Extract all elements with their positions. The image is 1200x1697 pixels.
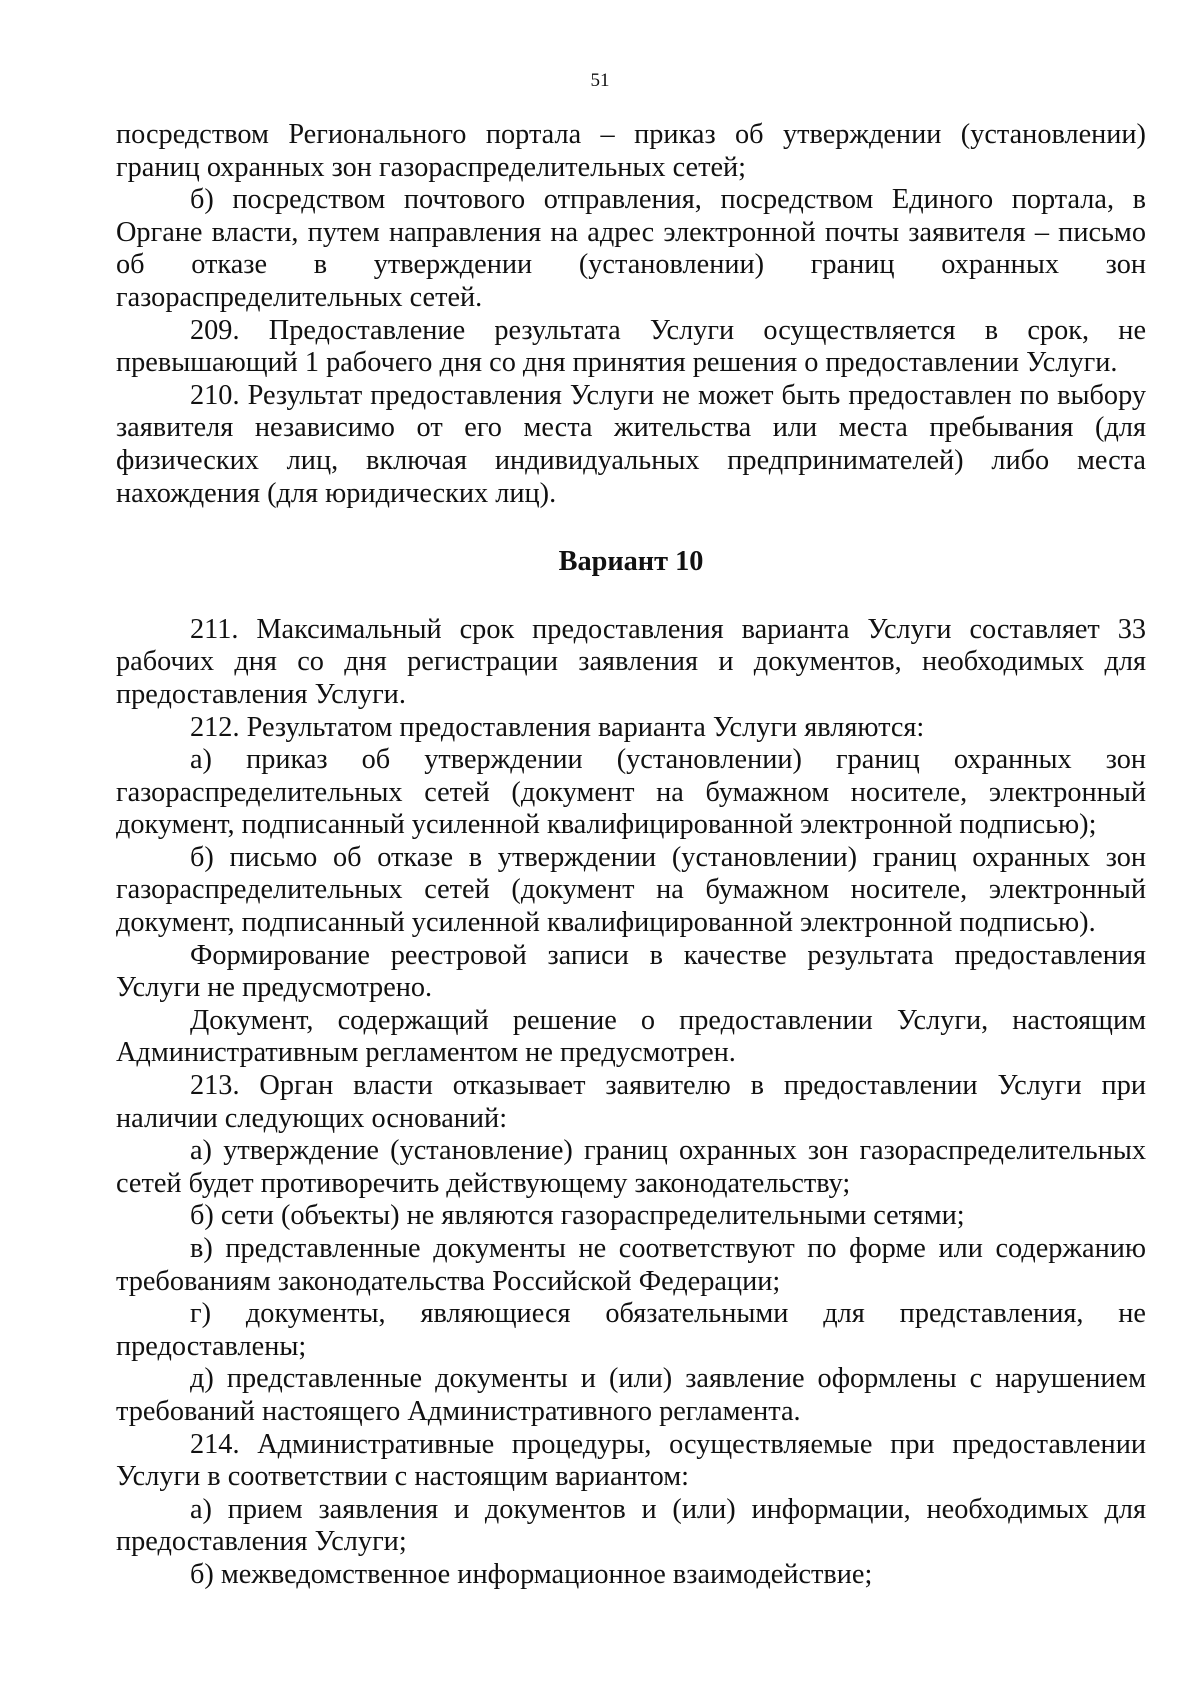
paragraph: посредством Регионального портала – приказ об утверждении (установлении) границ охранных зон газораспределительных сетей; — [116, 119, 1146, 183]
paragraph: 214. Административные процедуры, осуществляемые при предоставлении Услуги в соответствии с настоящим вариантом: — [116, 1428, 1146, 1493]
paragraph: Формирование реестровой записи в качестве результата предоставления Услуги не предусмотрено. — [116, 939, 1146, 1004]
paragraph: б) сети (объекты) не являются газораспределительными сетями; — [190, 1200, 965, 1232]
paragraph: Документ, содержащий решение о предоставлении Услуги, настоящим Административным регламентом не предусмотрен. — [116, 1004, 1146, 1069]
page-number: 51 — [590, 70, 610, 91]
paragraph: д) представленные документы и (или) заявление оформлены с нарушением требований настоящего Административного регламента. — [116, 1363, 1146, 1427]
paragraph: 211. Максимальный срок предоставления варианта Услуги составляет 33 рабочих дня со дня регистрации заявления и документов, необходимых для предоставления Услуги. — [116, 613, 1146, 710]
document-body — [116, 119, 1146, 1592]
paragraph: г) документы, являющиеся обязательными для представления, не предоставлены; — [116, 1298, 1146, 1362]
paragraph: а) утверждение (установление) границ охранных зон газораспределительных сетей будет противоречить действующему законодательству; — [116, 1135, 1146, 1199]
paragraph: 210. Результат предоставления Услуги не может быть предоставлен по выбору заявителя независимо от его места жительства или места пребывания (для физических лиц, включая индивидуальных предпринимателей) либо места нахождения (для юридических лиц). — [116, 379, 1146, 509]
paragraph: б) посредством почтового отправления, посредством Единого портала, в Органе власти, путем направления на адрес электронной почты заявителя – письмо об отказе в утверждении (установлении) границ охранных зон газораспределительных сетей. — [116, 184, 1146, 313]
paragraph: 209. Предоставление результата Услуги осуществляется в срок, не превышающий 1 рабочего дня со дня принятия решения о предоставлении Услуги. — [116, 314, 1146, 379]
paragraph: 212. Результатом предоставления варианта Услуги являются: — [190, 711, 925, 743]
paragraph: а) прием заявления и документов и (или) информации, необходимых для предоставления Услуги; — [116, 1493, 1146, 1558]
section-heading: Вариант 10 — [558, 546, 704, 578]
paragraph: 213. Орган власти отказывает заявителю в предоставлении Услуги при наличии следующих оснований: — [116, 1070, 1146, 1134]
paragraph: а) приказ об утверждении (установлении) границ охранных зон газораспределительных сетей (документ на бумажном носителе, электронный документ, подписанный усиленной квалифицированной электронной подписью); — [116, 744, 1146, 841]
paragraph: б) письмо об отказе в утверждении (установлении) границ охранных зон газораспределительных сетей (документ на бумажном носителе, электронный документ, подписанный усиленной квалифицированной электронной подписью). — [116, 841, 1146, 939]
paragraph: в) представленные документы не соответствуют по форме или содержанию требованиям законодательства Российской Федерации; — [116, 1233, 1146, 1297]
paragraph: б) межведомственное информационное взаимодействие; — [190, 1558, 873, 1590]
